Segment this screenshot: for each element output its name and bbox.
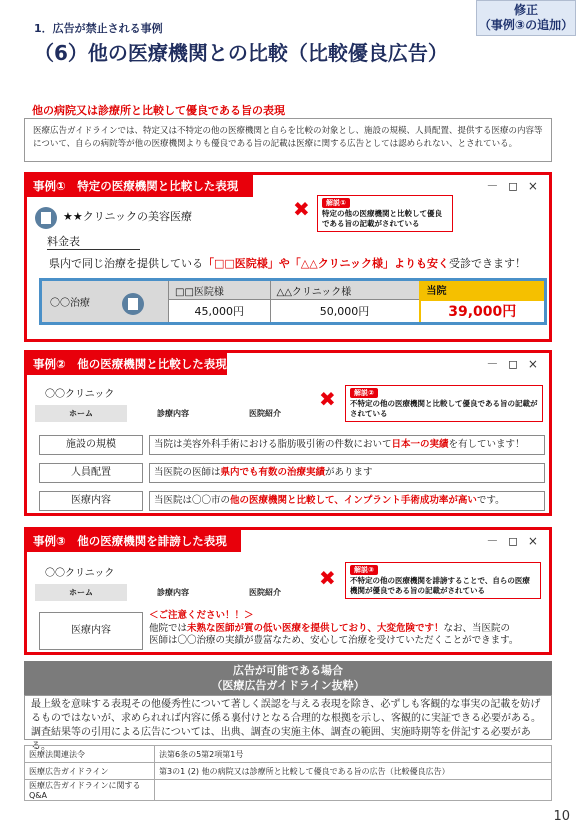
case3-header: 事例③ 他の医療機関を誹謗した表現 xyxy=(27,530,241,552)
note-3-tag: 解説③ xyxy=(350,565,378,575)
case1-panel xyxy=(24,172,552,342)
ref-value: 法第6条の5第2項第1号 xyxy=(155,746,552,763)
ref-label: 医療広告ガイドラインに関するQ&A xyxy=(25,780,155,801)
price-cell: 50,000円 xyxy=(270,300,419,324)
guideline-title: 広告が可能である場合 xyxy=(233,664,343,677)
ng-mark-icon: ✖ xyxy=(319,387,336,411)
price-col-header-own: 当院 xyxy=(420,280,546,300)
window-controls: － ◻ × xyxy=(486,534,541,548)
row-text xyxy=(149,435,545,455)
guideline-header xyxy=(24,661,552,695)
tab-about[interactable]: 医院紹介 xyxy=(249,409,281,418)
row-text-highlight: 日本一の実績 xyxy=(391,439,449,450)
revision-tag-line1: 修正 xyxy=(513,3,538,17)
ref-label: 医療法関連法令 xyxy=(25,746,155,763)
guideline-body: 最上級を意味する表現その他優秀性について著しく誤認を与える表現を除き、必ずしも客観的な事実の記載を妨げるものではないが、求められれば内容に係る裏付けとなる合理的な根拠を示し、客観的に実証できる必要がある。調査結果等の引用による広告については、出典、調査の実施主体、調査の範囲、実施時期等を併記する必要がある。 xyxy=(24,695,552,740)
clinic-name: ★★クリニックの美容医療 xyxy=(63,210,193,223)
row-text-plain: です。 xyxy=(476,495,505,506)
ref-value: 第3の1 (2) 他の病院又は診療所と比較して優良である旨の広告（比較優良広告） xyxy=(155,763,552,780)
tab-home[interactable]: ホーム xyxy=(35,584,127,601)
reference-table xyxy=(24,745,552,801)
case2-header: 事例② 他の医療機関と比較した表現 xyxy=(27,353,227,375)
row-text-highlight: 県内でも有数の治療実績 xyxy=(220,467,326,478)
row-text-plain: があります xyxy=(325,467,373,478)
row-text-highlight: 他の医療機関と比較して、インプラント手術成功率が高い xyxy=(230,495,477,506)
treatment-label: 〇〇治療 xyxy=(50,298,90,309)
ng-mark-icon: ✖ xyxy=(319,566,336,590)
note-3-text: 不特定の他の医療機関を誹謗することで、自らの医療機関が優良である旨の記載がされている xyxy=(350,576,530,595)
window-controls: － ◻ × xyxy=(486,179,541,193)
row-label: 医療内容 xyxy=(39,612,143,650)
treatment-cell xyxy=(41,280,169,324)
guideline-subtitle: （医療広告ガイドライン抜粋） xyxy=(211,679,365,692)
row-text-plain: を有しています！ xyxy=(448,439,525,450)
intro-text: 医療広告ガイドラインでは、特定又は不特定の他の医療機関と自らを比較の対象とし、施設の規模、人員配置、提供する医療の内容等について、自らの病院等が他の医療機関よりも優良である旨の記載は医療に関する広告としては認められない、とされている。 xyxy=(24,118,552,162)
revision-tag xyxy=(476,0,576,36)
statement-plain: なお、当医院の xyxy=(443,622,511,634)
statement-line1 xyxy=(149,623,545,636)
case3-statement xyxy=(149,610,545,648)
price-cell-own: 39,000円 xyxy=(420,300,546,324)
price-heading: 料金表 xyxy=(47,233,140,250)
statement-plain: 他院では xyxy=(149,622,188,634)
table-row xyxy=(25,780,552,801)
tab-home[interactable]: ホーム xyxy=(35,405,127,422)
window-controls: － ◻ × xyxy=(486,357,541,371)
intro-heading: 他の病院又は診療所と比較して優良である旨の表現 xyxy=(32,104,285,117)
row-text xyxy=(149,463,545,483)
note-2 xyxy=(345,385,543,422)
tab-services[interactable]: 診療内容 xyxy=(157,588,189,597)
price-col-header: □□医院様 xyxy=(169,280,271,300)
table-row xyxy=(25,763,552,780)
price-col-header: △△クリニック様 xyxy=(270,280,419,300)
section-label: 1．広告が禁止される事例 xyxy=(34,22,163,35)
row-text-plain: 当院は美容外科手術における脂肪吸引術の件数において xyxy=(154,439,392,450)
clinic-name: 〇〇クリニック xyxy=(45,389,115,400)
note-1-text: 特定の他の医療機関と比較して優良である旨の記載がされている xyxy=(322,209,442,228)
note-2-tag: 解説② xyxy=(350,388,378,398)
ng-mark-icon: ✖ xyxy=(293,197,310,221)
page-title: （6）他の医療機関との比較（比較優良広告） xyxy=(34,41,448,65)
row-text-plain: 当医院は〇〇市の xyxy=(154,495,231,506)
row-text-plain: 当医院の医師は xyxy=(154,467,221,478)
case3-panel xyxy=(24,527,552,655)
hospital-icon xyxy=(35,207,57,229)
hospital-icon xyxy=(122,293,144,315)
clinic-name: 〇〇クリニック xyxy=(45,568,115,579)
row-label: 医療内容 xyxy=(39,491,143,511)
statement-line2: 医師は〇〇治療の実績が豊富なため、安心して治療を受けていただくことができます。 xyxy=(149,635,519,646)
price-cell: 45,000円 xyxy=(169,300,271,324)
tab-about[interactable]: 医院紹介 xyxy=(249,588,281,597)
note-1 xyxy=(317,195,453,232)
row-text xyxy=(149,491,545,511)
ref-value xyxy=(155,780,552,801)
table-row xyxy=(25,746,552,763)
row-label: 施設の規模 xyxy=(39,435,143,455)
tab-services[interactable]: 診療内容 xyxy=(157,409,189,418)
statement-highlight: 未熟な医師が質の低い医療を提供しており、大変危険です！ xyxy=(187,622,444,634)
case1-statement xyxy=(49,255,526,271)
price-table xyxy=(39,278,547,325)
statement-pre: 県内で同じ治療を提供している xyxy=(49,257,203,270)
revision-tag-line2: （事例③の追加） xyxy=(478,18,574,32)
ref-label: 医療広告ガイドライン xyxy=(25,763,155,780)
case1-header: 事例① 特定の医療機関と比較した表現 xyxy=(27,175,253,197)
note-1-tag: 解説① xyxy=(322,198,350,208)
statement-highlight: 「□□医院様」や「△△クリニック様」よりも安く xyxy=(203,257,450,270)
statement-post: 受診できます！ xyxy=(449,257,527,270)
note-2-text: 不特定の他の医療機関と比較して優良である旨の記載がされている xyxy=(350,399,538,418)
note-3 xyxy=(345,562,541,599)
page-number: 10 xyxy=(553,809,570,824)
caution-label: ＜ご注意ください！！＞ xyxy=(149,610,254,621)
row-label: 人員配置 xyxy=(39,463,143,483)
case2-panel xyxy=(24,350,552,516)
